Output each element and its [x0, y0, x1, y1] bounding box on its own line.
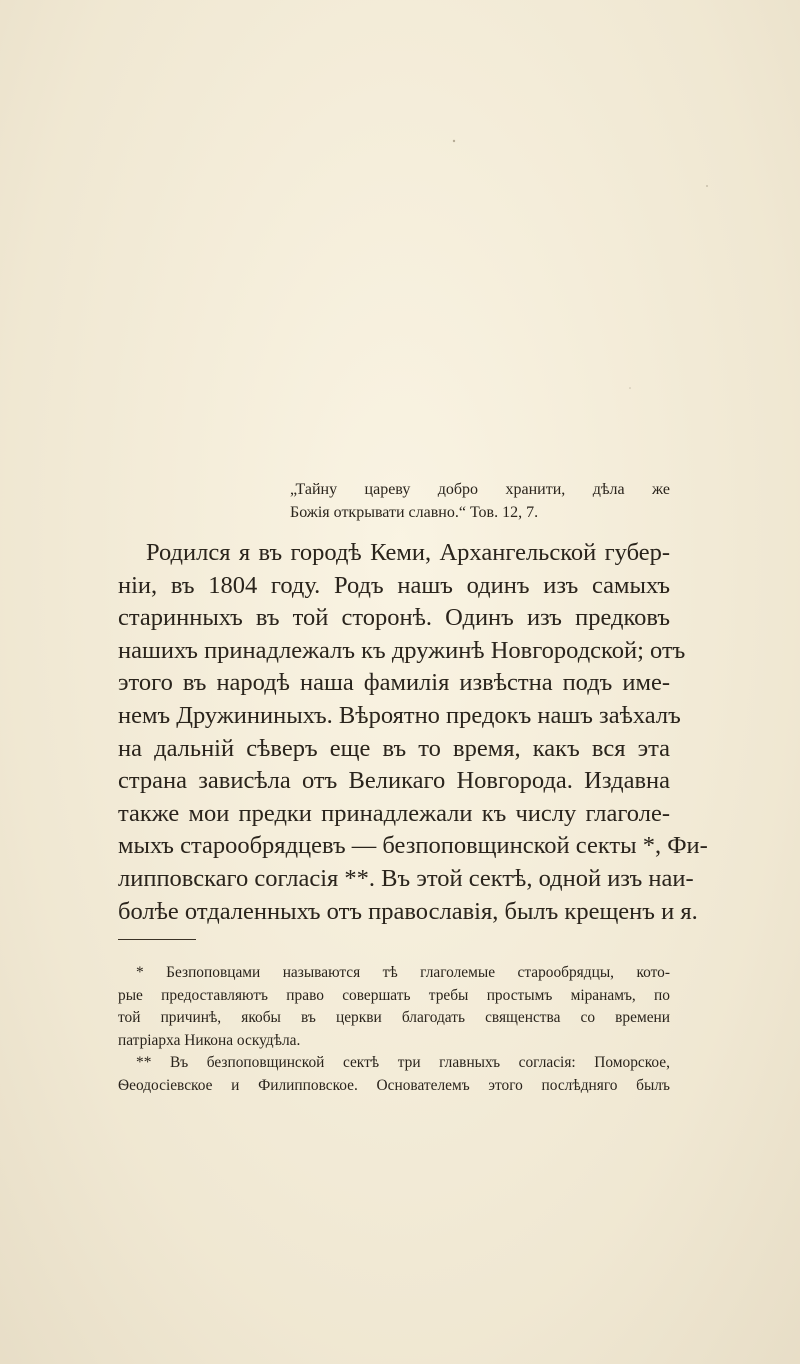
- paragraph-line: мыхъ старообрядцевъ — безпоповщинской секты *, Фи-: [118, 832, 708, 860]
- paragraph-line: на дальній сѣверъ еще въ то время, какъ вся эта: [118, 734, 670, 762]
- main-paragraph: [118, 537, 708, 928]
- footnote-divider: [118, 939, 196, 940]
- paragraph-line: страна зависѣла отъ Великаго Новгорода. Издавна: [118, 767, 670, 795]
- epigraph-line-1: „Тайну цареву добро хранити, дѣла же: [290, 481, 670, 498]
- paragraph-line: Родился я въ городѣ Кеми, Архангельской губер-: [146, 539, 670, 566]
- footnote-line: патріарха Никона оскудѣла.: [118, 1031, 301, 1049]
- paragraph-line: немъ Дружининыхъ. Вѣроятно предокъ нашъ заѣхалъ: [118, 701, 681, 729]
- paragraph-line: старинныхъ въ той сторонѣ. Одинъ изъ предковъ: [118, 604, 670, 632]
- footnote-line: Ѳеодосіевское и Филипповское. Основателемъ этого послѣдняго былъ: [118, 1076, 670, 1094]
- speck: [453, 140, 455, 142]
- speck: [629, 387, 631, 389]
- paragraph-line: этого въ народѣ наша фамилія извѣстна подъ име-: [118, 669, 670, 697]
- epigraph-line-2: Божія открывати славно.“ Тов. 12, 7.: [290, 504, 539, 521]
- footnote-line: * Безпоповцами называются тѣ глаголемые старообрядцы, кото-: [136, 964, 670, 981]
- paragraph-line: нашихъ принадлежалъ къ дружинѣ Новгородской; отъ: [118, 636, 686, 664]
- footnote-line: рые предоставляютъ право совершать требы простымъ міранамъ, по: [118, 986, 670, 1004]
- epigraph: [290, 478, 670, 524]
- paragraph-line: болѣе отдаленныхъ отъ православія, былъ крещенъ и я.: [118, 897, 698, 925]
- paragraph-line: ніи, въ 1804 году. Родъ нашъ одинъ изъ самыхъ: [118, 571, 670, 599]
- paragraph-line: также мои предки принадлежали къ числу глаголе-: [118, 799, 670, 827]
- footnotes: [118, 962, 670, 1098]
- footnote-line: той причинѣ, якобы въ церкви благодать священства со времени: [118, 1009, 670, 1027]
- footnote-line: ** Въ безпоповщинской сектѣ три главныхъ согласія: Поморское,: [136, 1054, 670, 1072]
- speck: [706, 185, 708, 187]
- paragraph-line: липповскаго согласія **. Въ этой сектѣ, одной изъ наи-: [118, 864, 694, 892]
